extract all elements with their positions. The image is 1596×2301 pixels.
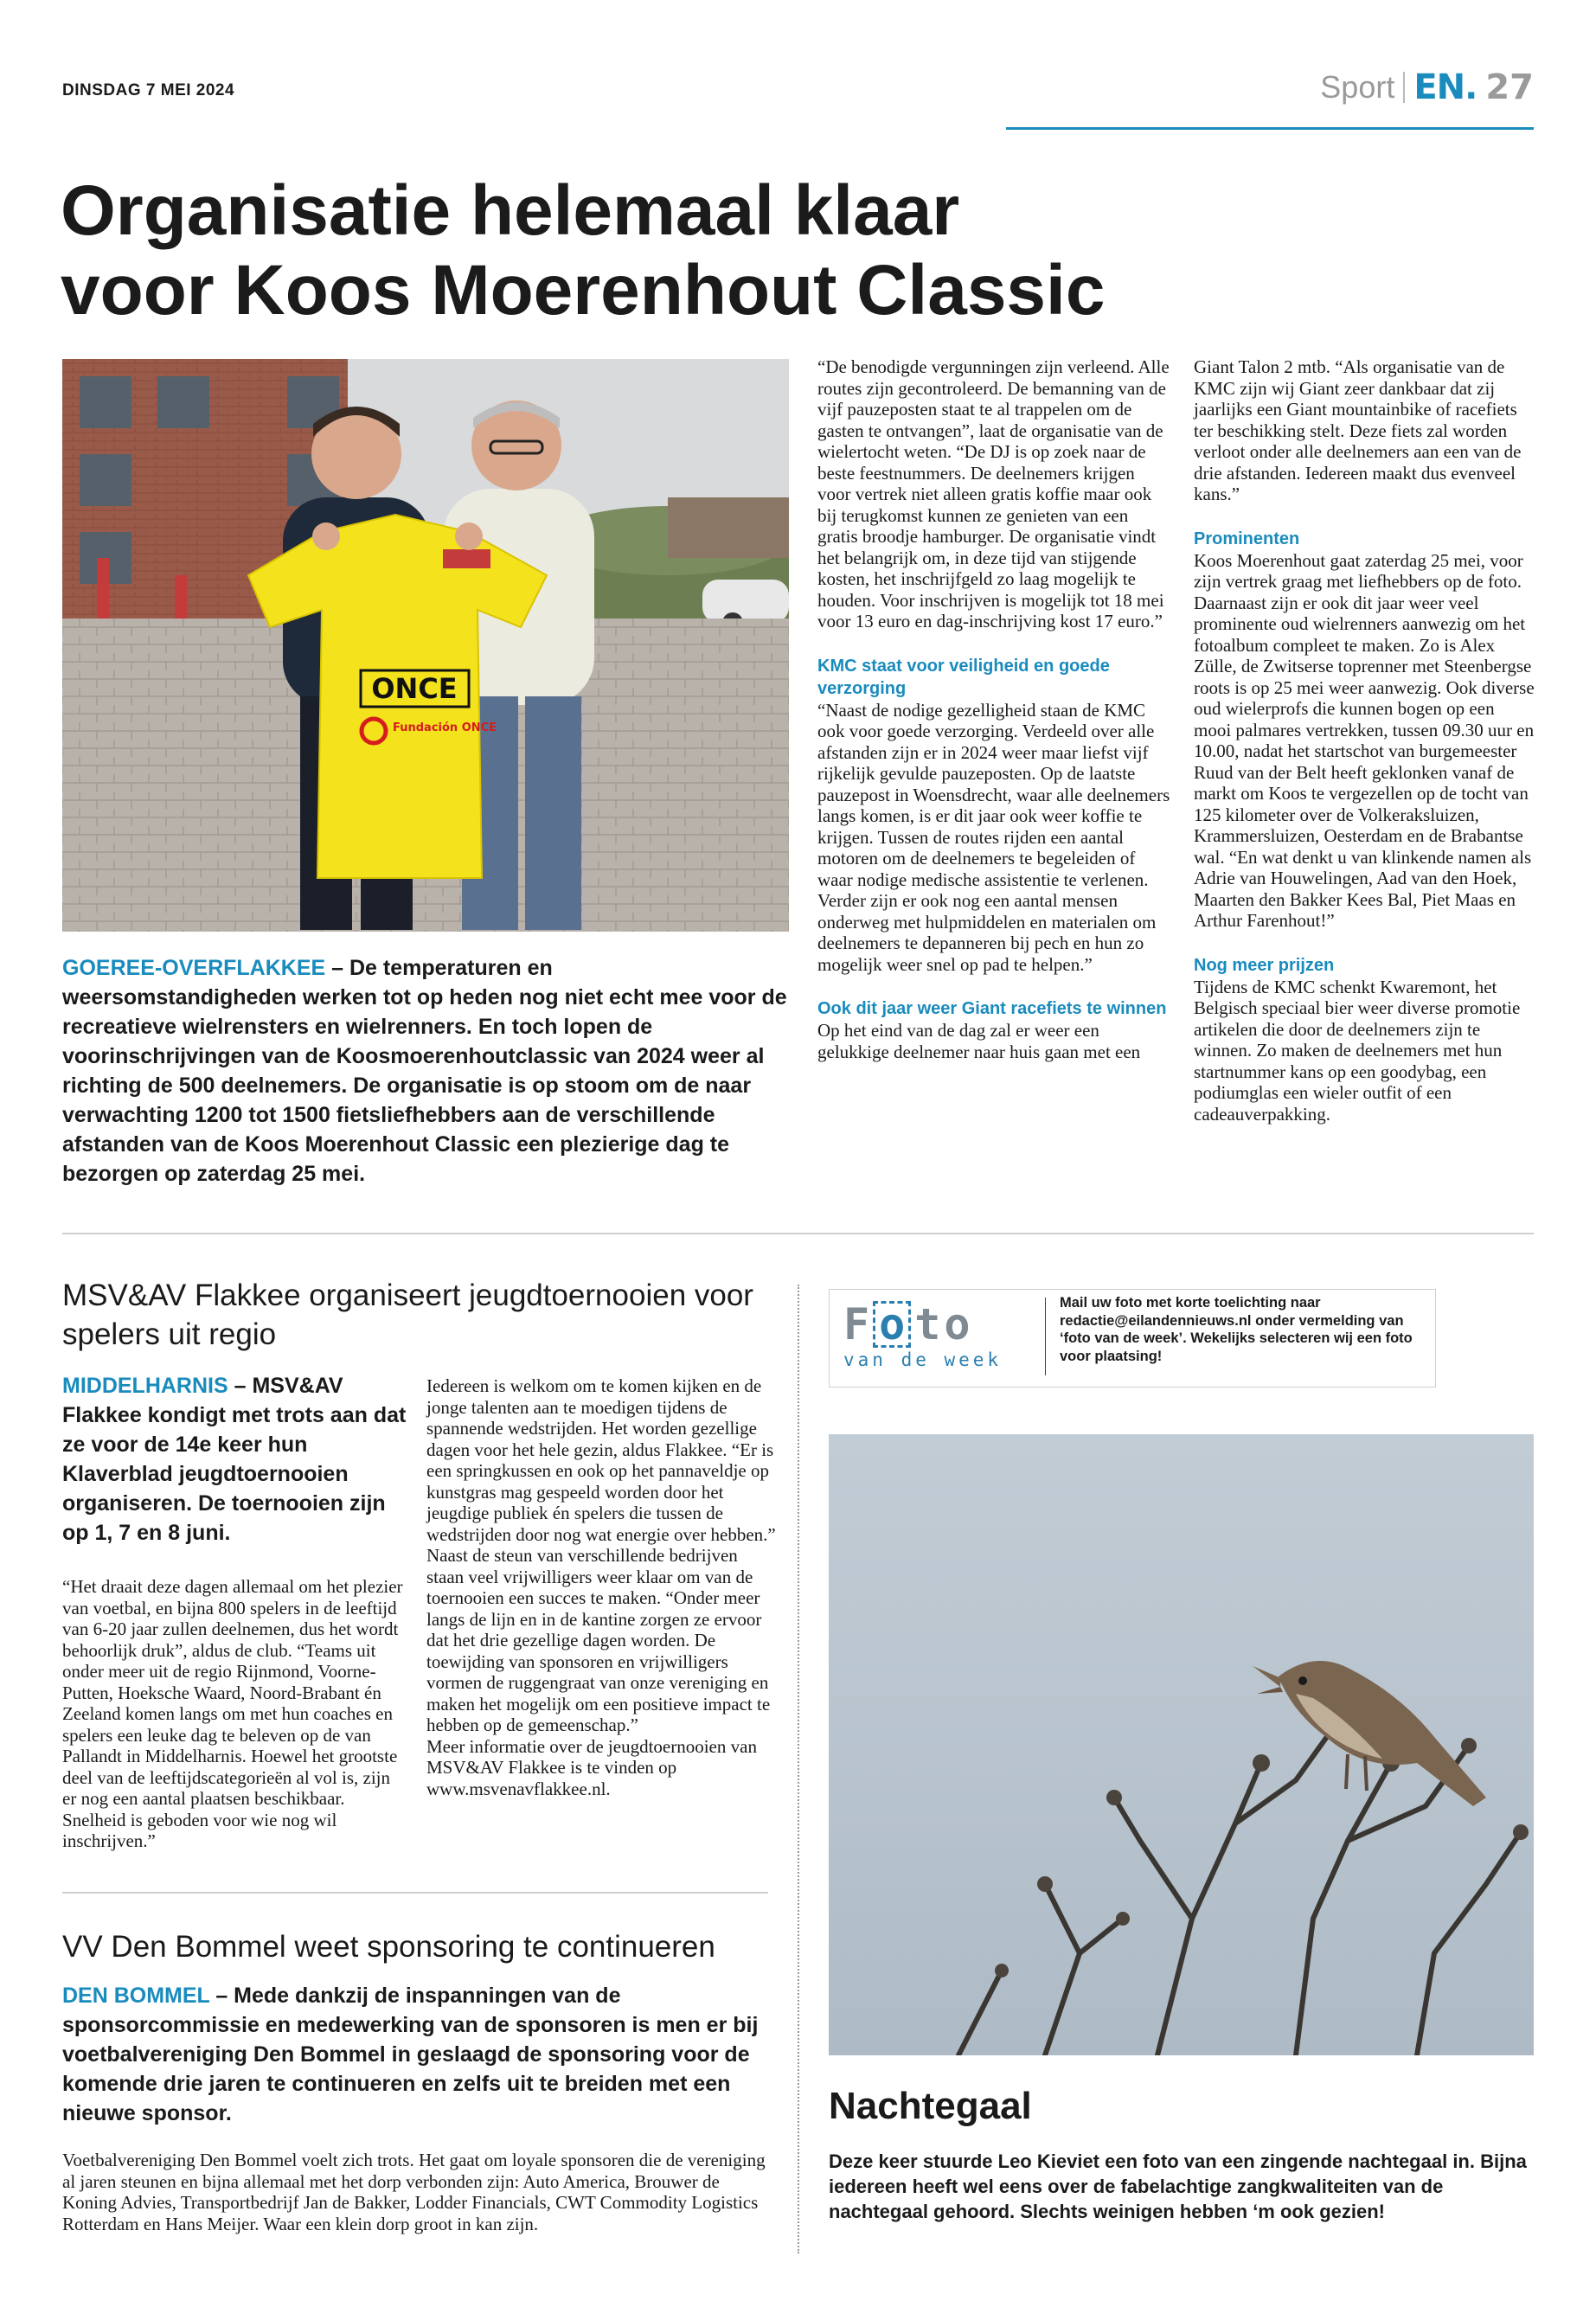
foto-box-divider bbox=[1045, 1298, 1046, 1375]
main-article-lead-text: – De temperaturen en weersomstandigheden werken tot op heden nog niet echt mee voor de recreatieve wielrensters en wielrenners. En toch lopen de voorinschrijvingen van de Koosmoerenhoutclassic van 2024 weer al richting de 500 deelnemers. De organisatie is op stoom om de naar verwachting 1200 tot 1500 fietsliefhebbers aan de verschillende afstanden van de Koos Moerenhout Classic een plezierige dag te bezorgen op zaterdag 25 mei. bbox=[62, 956, 787, 1186]
logo-letter: F bbox=[843, 1299, 870, 1349]
newspaper-logo: EN. bbox=[1413, 67, 1477, 107]
paragraph: Op het eind van de dag zal er weer een gelukkige deelnemer naar huis gaan met een bbox=[817, 1020, 1141, 1062]
bommel-article-dateline: DEN BOMMEL bbox=[62, 1984, 210, 2008]
main-article-column-b bbox=[1194, 356, 1535, 1125]
subheading-prizes: Nog meer prijzen bbox=[1194, 955, 1335, 975]
jersey-brand-text: ONCE bbox=[371, 672, 458, 705]
photo-nightingale bbox=[829, 1434, 1534, 2055]
main-headline-line-2: voor Koos Moerenhout Classic bbox=[61, 251, 1106, 330]
bird-photo-illustration bbox=[829, 1434, 1534, 2055]
section-divider bbox=[62, 1233, 1534, 1234]
logo-letter: o bbox=[873, 1301, 911, 1348]
msv-article-column-1 bbox=[62, 1576, 408, 1852]
section-divider bbox=[62, 1892, 768, 1894]
logo-letter: o bbox=[944, 1299, 971, 1349]
paragraph: Meer informatie over de jeugdtoernooien van MSV&AV Flakkee is te vinden op www.msvenavflakkee.nl. bbox=[426, 1735, 757, 1799]
msv-article-lead-text: – MSV&AV Flakkee kondigt met trots aan dat ze voor de 14e keer hun Klaverblad jeugdtoernooien organiseren. De toernooien zijn op 1, 7 en 8 juni. bbox=[62, 1374, 407, 1545]
column-separator bbox=[798, 1285, 799, 2253]
bommel-article-lead-text: – Mede dankzij de inspanningen van de sponsorcommissie en medewerking van de sponsoren is men er bij voetbalvereniging Den Bommel in geslaagd de sponsoring voor de komende drie jaren te continueren en zelfs uit te breiden met een nieuwe sponsor. bbox=[62, 1984, 759, 2125]
issue-date: DINSDAG 7 MEI 2024 bbox=[62, 81, 235, 99]
paragraph: Tijdens de KMC schenkt Kwaremont, het Belgisch speciaal bier weer diverse promotie artikelen die door de deelnemers zijn te winnen. Zo maken de deelnemers met hun startnummer kans op een goodybag, een podiumglas een wieler outfit of een cadeauverpakking. bbox=[1194, 976, 1521, 1125]
main-headline bbox=[61, 171, 1272, 330]
msv-article-title: MSV&AV Flakkee organiseert jeugdtoernooien voor spelers uit regio bbox=[62, 1279, 753, 1351]
foto-submission-info: Mail uw foto met korte toelichting naar redactie@eilandennieuws.nl onder vermelding van ‘foto van de week’. Wekelijks selecteren wij een foto voor plaatsing! bbox=[1060, 1295, 1413, 1364]
photo-of-week-title: Nachtegaal bbox=[829, 2085, 1032, 2127]
paragraph: Naast de steun van verschillende bedrijven staan veel vrijwilligers weer klaar om van de toernooien een succes te maken. “Onder meer langs de lijn en in de kantine zorgen ze ervoor dat het drie gezellige dagen worden. De toewijding van sponsoren en vrijwilligers vormen de ruggengraat van onze vereniging en maken het mogelijk om een positieve impact te hebben op de gemeenschap.” bbox=[426, 1545, 771, 1735]
main-article-dateline: GOEREE-OVERFLAKKEE bbox=[62, 956, 326, 980]
section-label: Sport bbox=[1320, 69, 1395, 105]
paragraph: “Naast de nodige gezelligheid staan de KMC ook voor goede verzorging. Verdeeld over alle afstanden zijn er in 2024 weer maar liefst vijf rijkelijk gevulde pauzeposten. Op de laatste pauzepost in Woensdrecht, waar alle deelnemers langs komen, is er dit jaar ook weer koffie te krijgen. Tussen de routes rijden een aantal motoren om de deelnemers te begeleiden of waar nodige medische assistentie te verlenen. Verder zijn er ook nog een aantal mensen onderweg met hulpmiddelen en materialen om deelnemers te depanneren bij pech en hun zo mogelijk weer snel op pad te helpen.” bbox=[817, 699, 1170, 975]
header-separator bbox=[1403, 72, 1405, 103]
bommel-article-lead bbox=[62, 1981, 772, 2128]
foto-van-de-week-logo bbox=[843, 1299, 1016, 1349]
bommel-article-body bbox=[62, 2150, 772, 2234]
header-rule bbox=[1006, 127, 1534, 130]
photo-illustration bbox=[62, 359, 789, 932]
photo-two-men-with-jersey bbox=[62, 359, 789, 932]
photo-of-week-caption: Deze keer stuurde Leo Kieviet een foto van een zingende nachtegaal in. Bijna iedereen heeft wel eens over de fabelachtige zangkwaliteiten van de nachtegaal gehoord. Slechts weinigen hebben ‘m ook gezien! bbox=[829, 2150, 1527, 2222]
paragraph: “Het draait deze dagen allemaal om het plezier van voetbal, en bijna 800 spelers in de leeftijd van 6-20 jaar zullen deelnemen, dus het wordt behoorlijk druk”, aldus de club. “Teams uit onder meer uit de regio Rijnmond, Voorne-Putten, Hoeksche Waard, Noord-Brabant én Zeeland komen langs om met hun coaches en spelers een leuke dag te beleven op de van Pallandt in Middelharnis. Hoewel het grootste deel van de leeftijdscategorieën al vol is, zijn er nog een aantal plaatsen beschikbaar. Snelheid is geboden voor wie nog wil inschrijven.” bbox=[62, 1576, 403, 1851]
subheading-giant: Ook dit jaar weer Giant racefiets te winnen bbox=[817, 999, 1167, 1018]
msv-article-lead bbox=[62, 1371, 408, 1548]
foto-van-de-week-subtitle: van de week bbox=[843, 1349, 1003, 1370]
main-article-lead bbox=[62, 953, 789, 1189]
jersey-sub-text: Fundación ONCE bbox=[393, 721, 497, 734]
logo-letter: t bbox=[914, 1299, 941, 1349]
page-number: 27 bbox=[1485, 67, 1534, 107]
msv-article-dateline: MIDDELHARNIS bbox=[62, 1374, 228, 1398]
subheading-safety: KMC staat voor veiligheid en goede verzorging bbox=[817, 656, 1110, 698]
paragraph: Koos Moerenhout gaat zaterdag 25 mei, voor zijn vertrek graag met liefhebbers op de foto. Daarnaast zijn er ook dit jaar weer veel prominente oud wielrenners aanwezig om het fotoalbum compleet te maken. Zo is Alex Zülle, de Zwitserse toprenner met Steenbergse roots is op 25 mei weer aanwezig. Ook diverse oud wielerprofs die kunnen bogen op een mooi palmares vertrekken, tussen 09.30 uur en 10.00, nadat het startschot van burgemeester Ruud van der Belt heeft geklonken vanaf de markt om Koos te vergezellen op de tocht van 125 kilometer over de Volkeraksluizen, Krammersluizen, Oesterdam en de Brabantse wal. “En wat denkt u van klinkende namen als Adrie van Houwelingen, Aad van den Hoek, Maarten den Bakker Kees Bal, Piet Maas en Arthur Farenhout!” bbox=[1194, 549, 1535, 931]
paragraph: Giant Talon 2 mtb. “Als organisatie van de KMC zijn wij Giant zeer dankbaar dat zij jaarlijks een Giant mountainbike of racefiets ter beschikking stelt. Deze fiets zal worden verloot onder alle deelnemers aan een van de drie afstanden. Iedereen maakt dus evenveel kans.” bbox=[1194, 356, 1522, 504]
subheading-prominenten: Prominenten bbox=[1194, 529, 1300, 548]
main-headline-line-1: Organisatie helemaal klaar bbox=[61, 171, 960, 250]
page-header-right bbox=[1320, 67, 1534, 107]
main-article-column-a bbox=[817, 356, 1170, 1062]
paragraph: Voetbalvereniging Den Bommel voelt zich trots. Het gaat om loyale sponsoren die de vereniging al jaren steunen en bijna allemaal met het dorp verbonden zijn: Auto America, Brouwer de Koning Advies, Transportbedrijf Jan de Bakker, Lodder Financials, CWT Commodity Logistics Rotterdam en Hans Meijer. Waar een klein dorp groot in kan zijn. bbox=[62, 2150, 766, 2234]
paragraph: Iedereen is welkom om te komen kijken en de jonge talenten aan te moedigen tijdens de spannende wedstrijden. Het worden gezellige dagen voor het hele gezin, aldus Flakkee. “Er is een springkussen en ook op het pannaveldje op kunstgras mag gespeeld worden door het jeugdige publiek én spelers die tussen de wedstrijden door nog wat energie over hebben.” bbox=[426, 1375, 776, 1545]
bommel-article-title: VV Den Bommel weet sponsoring te continueren bbox=[62, 1930, 715, 1964]
msv-article-column-2 bbox=[426, 1375, 777, 1799]
paragraph: “De benodigde vergunningen zijn verleend. Alle routes zijn gecontroleerd. De bemanning van de vijf pauzeposten staat te al trappelen om de gasten te ontvangen”, laat de organisatie van de wielertocht weten. “De DJ is op zoek naar de beste feestnummers. De deelnemers krijgen voor vertrek niet alleen gratis koffie maar ook bij terugkomst kunnen ze genieten van een gratis broodje hamburger. De organisatie vindt het belangrijk om, in deze tijd van stijgende kosten, het inschrijfgeld zo laag mogelijk te houden. Voor inschrijven is mogelijk tot 18 mei voor 13 euro en dag-inschrijving kost 17 euro.” bbox=[817, 356, 1170, 631]
